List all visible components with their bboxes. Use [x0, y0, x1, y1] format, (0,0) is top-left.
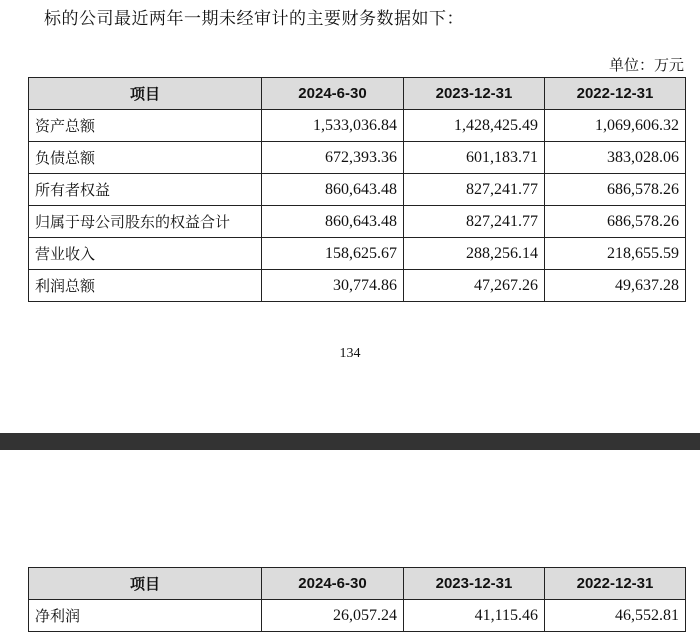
- table-row: [29, 110, 686, 142]
- table-header-row: [29, 568, 686, 600]
- header-item: 项目: [29, 78, 262, 110]
- page-number: 134: [339, 346, 361, 361]
- cell-value: 383,028.06: [545, 142, 686, 174]
- cell-value: 46,552.81: [545, 600, 686, 632]
- header-2022-12-31: 2022-12-31: [545, 78, 686, 110]
- row-label: 净利润: [29, 600, 262, 632]
- header-2022-12-31: 2022-12-31: [545, 568, 686, 600]
- cell-value: 686,578.26: [545, 206, 686, 238]
- table-row: [29, 600, 686, 632]
- table-header-row: [29, 78, 686, 110]
- row-label: 资产总额: [29, 110, 262, 142]
- row-label: 负债总额: [29, 142, 262, 174]
- header-2024-6-30: 2024-6-30: [262, 568, 404, 600]
- cell-value: 1,533,036.84: [262, 110, 404, 142]
- cell-value: 49,637.28: [545, 270, 686, 302]
- intro-paragraph: 标的公司最近两年一期未经审计的主要财务数据如下：: [44, 9, 464, 29]
- table-row: [29, 270, 686, 302]
- table-row: [29, 142, 686, 174]
- row-label: 归属于母公司股东的权益合计: [29, 206, 262, 238]
- header-item: 项目: [29, 568, 262, 600]
- cell-value: 288,256.14: [404, 238, 545, 270]
- cell-value: 860,643.48: [262, 174, 404, 206]
- row-label: 利润总额: [29, 270, 262, 302]
- document-page-bottom: [0, 450, 700, 642]
- financial-table-continued: [28, 567, 686, 632]
- cell-value: 601,183.71: [404, 142, 545, 174]
- cell-value: 860,643.48: [262, 206, 404, 238]
- table-row: [29, 206, 686, 238]
- cell-value: 827,241.77: [404, 206, 545, 238]
- table-row: [29, 174, 686, 206]
- cell-value: 218,655.59: [545, 238, 686, 270]
- header-2023-12-31: 2023-12-31: [404, 568, 545, 600]
- row-label: 所有者权益: [29, 174, 262, 206]
- cell-value: 1,069,606.32: [545, 110, 686, 142]
- cell-value: 26,057.24: [262, 600, 404, 632]
- cell-value: 41,115.46: [404, 600, 545, 632]
- cell-value: 1,428,425.49: [404, 110, 545, 142]
- unit-label: 单位：万元: [608, 56, 684, 74]
- cell-value: 47,267.26: [404, 270, 545, 302]
- cell-value: 158,625.67: [262, 238, 404, 270]
- cell-value: 827,241.77: [404, 174, 545, 206]
- row-label: 营业收入: [29, 238, 262, 270]
- cell-value: 672,393.36: [262, 142, 404, 174]
- cell-value: 30,774.86: [262, 270, 404, 302]
- financial-table: [28, 77, 686, 302]
- page-separator: [0, 433, 700, 450]
- header-2024-6-30: 2024-6-30: [262, 78, 404, 110]
- cell-value: 686,578.26: [545, 174, 686, 206]
- header-2023-12-31: 2023-12-31: [404, 78, 545, 110]
- table-row: [29, 238, 686, 270]
